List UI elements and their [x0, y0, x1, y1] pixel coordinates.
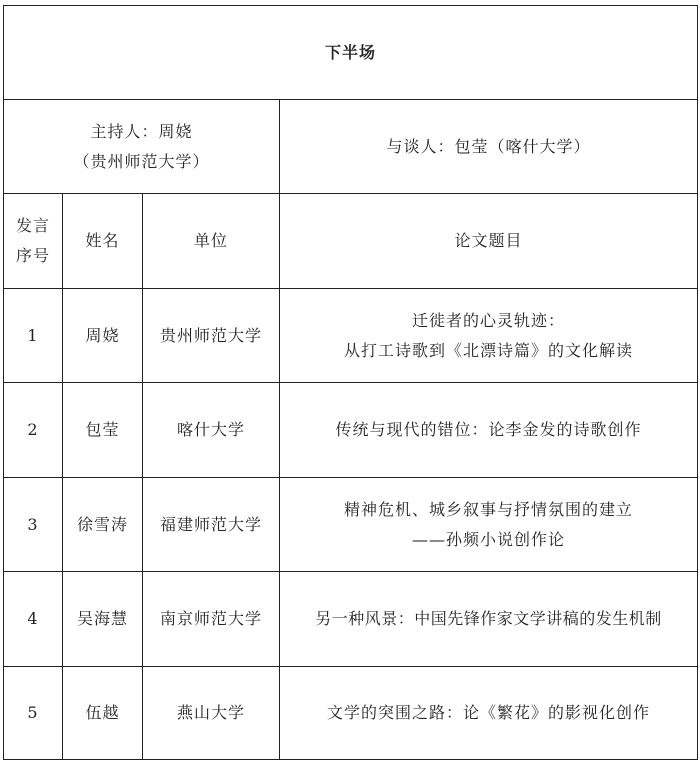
- header-row: [4, 194, 698, 289]
- speaker-name: 伍越: [63, 667, 143, 760]
- paper-title: [280, 478, 698, 572]
- paper-title-line2: ——孙频小说创作论: [412, 529, 566, 549]
- speaker-name: 徐雪涛: [63, 478, 143, 572]
- session-schedule-table: [3, 5, 698, 760]
- host-affiliation: （贵州师范大学）: [73, 151, 210, 171]
- row-number: 5: [4, 667, 63, 760]
- row-number: 1: [4, 289, 63, 383]
- paper-title-line1: 精神危机、城乡叙事与抒情氛围的建立: [344, 499, 634, 519]
- host-label: 主持人：周娆: [90, 121, 193, 141]
- paper-title-line1: 迁徙者的心灵轨迹：: [412, 310, 566, 330]
- table-row: [4, 667, 698, 760]
- table-row: [4, 289, 698, 383]
- table-row: [4, 572, 698, 667]
- speaker-unit: 南京师范大学: [143, 572, 280, 667]
- header-order: [4, 194, 63, 289]
- session-title: 下半场: [4, 6, 698, 100]
- header-paper-title: 论文题目: [280, 194, 698, 289]
- host-cell: [4, 100, 280, 194]
- speaker-unit: 贵州师范大学: [143, 289, 280, 383]
- table-row: [4, 478, 698, 572]
- header-order-line1: 发言: [15, 216, 50, 235]
- paper-title: [280, 289, 698, 383]
- row-number: 4: [4, 572, 63, 667]
- speaker-unit: 喀什大学: [143, 383, 280, 478]
- host-row: [4, 100, 698, 194]
- speaker-name: 吴海慧: [63, 572, 143, 667]
- speaker-name: 周娆: [63, 289, 143, 383]
- speaker-unit: 燕山大学: [143, 667, 280, 760]
- paper-title: 文学的突围之路：论《繁花》的影视化创作: [280, 667, 698, 760]
- row-number: 3: [4, 478, 63, 572]
- speaker-name: 包莹: [63, 383, 143, 478]
- discussant-cell: 与谈人：包莹（喀什大学）: [280, 100, 698, 194]
- speaker-unit: 福建师范大学: [143, 478, 280, 572]
- table-row: [4, 383, 698, 478]
- paper-title-line2: 从打工诗歌到《北漂诗篇》的文化解读: [344, 340, 634, 360]
- row-number: 2: [4, 383, 63, 478]
- paper-title: 另一种风景：中国先锋作家文学讲稿的发生机制: [280, 572, 698, 667]
- header-unit: 单位: [143, 194, 280, 289]
- header-name: 姓名: [63, 194, 143, 289]
- title-row: [4, 6, 698, 100]
- paper-title: 传统与现代的错位：论李金发的诗歌创作: [280, 383, 698, 478]
- header-order-line2: 序号: [15, 246, 50, 265]
